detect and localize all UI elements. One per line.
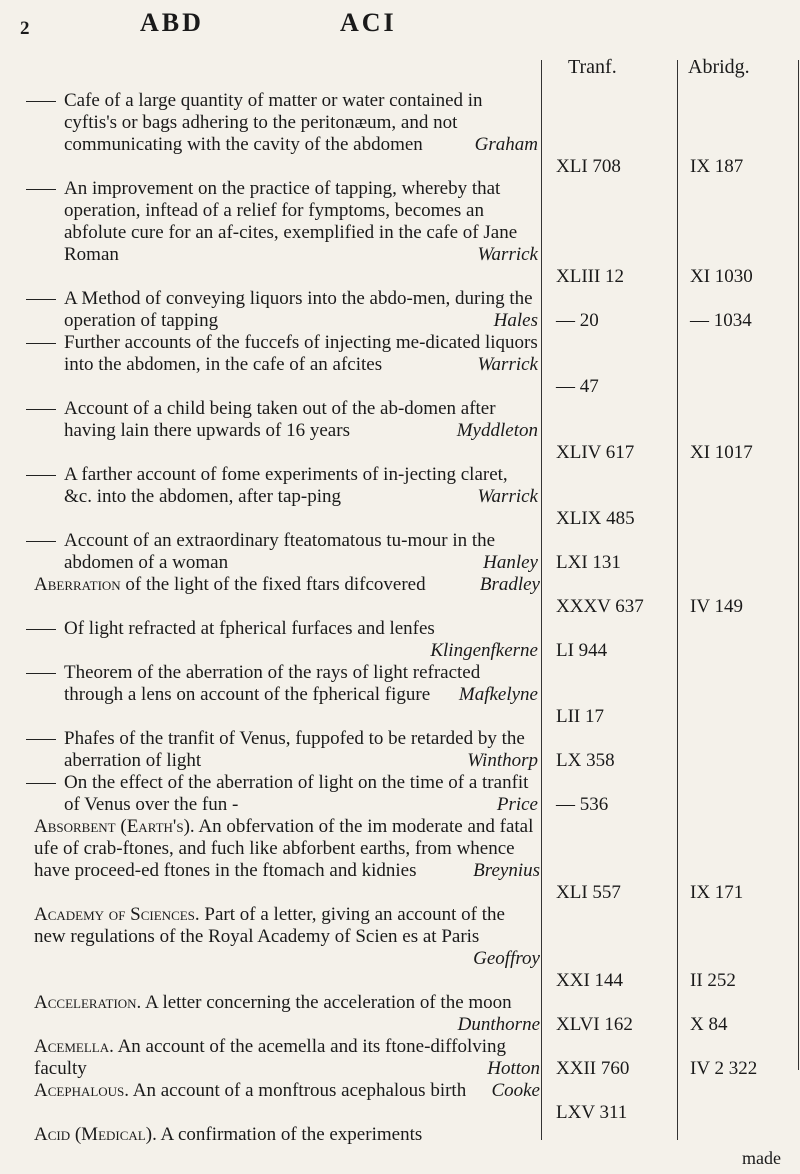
entry-headword: Acemella. [34, 1036, 114, 1057]
tranf-ref: XLIX 485 [556, 508, 635, 529]
entry-author: Myddleton [456, 420, 538, 441]
entry-text: Of light refracted at fpherical furfaces and lenfes [64, 618, 435, 639]
entry-text: A farther account of fome experiments of in-jecting claret, &c. into the abdomen, after tap-ping [64, 464, 508, 507]
tranf-ref: XXXV 637 [556, 596, 644, 617]
index-entry [64, 772, 538, 816]
index-entry [34, 904, 540, 970]
entry-author: Price [496, 794, 538, 815]
entry-author: Geoffroy [473, 948, 540, 969]
entry-dash [26, 409, 56, 410]
entry-dash [26, 629, 56, 630]
entry-author: Warrick [477, 354, 538, 375]
entry-text: Further accounts of the fuccefs of injecting me-dicated liquors into the abdomen, in the cafe of an afcites [64, 332, 538, 375]
abridg-ref: X 84 [690, 1014, 728, 1035]
abridg-ref: IX 171 [690, 882, 744, 903]
entry-text: An obfervation of the im moderate and fatal ufe of crab-ftones, and fuch like abforbent earths, from whence have proceed-ed ftones in the ftomach and kidnies [34, 816, 534, 881]
entry-text: An account of the acemella and its ftone-diffolving faculty [34, 1036, 507, 1079]
entry-author: Graham [474, 134, 538, 155]
abridg-ref: IX 187 [690, 156, 744, 177]
entry-headword: Acceleration. [34, 992, 142, 1013]
running-headword-right: ACI [340, 8, 397, 37]
index-entry [34, 574, 540, 596]
index-entry [64, 662, 538, 706]
index-entry [64, 728, 538, 772]
tranf-ref: XLI 557 [556, 882, 621, 903]
index-entry [64, 464, 538, 508]
entry-headword: Acephalous. [34, 1080, 130, 1101]
tranf-ref: LX 358 [556, 750, 615, 771]
entry-text: On the effect of the aberration of light on the time of a tranfit of Venus over the fun - [64, 772, 529, 815]
entry-text: of the light of the fixed ftars difcovered [125, 574, 426, 595]
catchword: made [742, 1148, 781, 1168]
entry-text: Part of a letter, giving an account of the new regulations of the Royal Academy of Scien es at Paris [34, 904, 505, 947]
entry-dash [26, 299, 56, 300]
entry-text: A letter concerning the acceleration of the moon [145, 992, 512, 1013]
abridg-ref: — 1034 [690, 310, 752, 331]
entry-text: Theorem of the aberration of the rays of light refracted through a lens on account of the fpherical figure [64, 662, 481, 705]
entry-text: A confirmation of the experiments [160, 1124, 423, 1145]
entry-text: Account of an extraordinary fteatomatous tu-mour in the abdomen of a woman [64, 530, 496, 573]
abridg-ref: IV 149 [690, 596, 743, 617]
abridg-ref: II 252 [690, 970, 736, 991]
entry-author: Mafkelyne [458, 684, 538, 705]
index-entry [34, 1080, 540, 1102]
entry-text: Account of a child being taken out of the ab-domen after having lain there upwards of 16 years [64, 398, 496, 441]
tranf-ref: LXI 131 [556, 552, 621, 573]
entry-author: Winthorp [467, 750, 538, 771]
running-headword-left: ABD [140, 8, 204, 37]
abridg-ref: IV 2 322 [690, 1058, 758, 1079]
tranf-ref: LXV 311 [556, 1102, 628, 1123]
tranf-ref: LI 944 [556, 640, 608, 661]
entry-dash [26, 673, 56, 674]
entry-author: Breynius [473, 860, 540, 881]
index-entry [34, 1036, 540, 1080]
entry-headword: Absorbent (Earth's). [34, 816, 195, 837]
entry-dash [26, 189, 56, 190]
tranf-ref: XLIV 617 [556, 442, 635, 463]
entry-dash [26, 475, 56, 476]
entry-author: Warrick [477, 486, 538, 507]
entry-headword: Acid (Medical). [34, 1124, 157, 1145]
abridg-ref: XI 1030 [690, 266, 753, 287]
abridg-ref: XI 1017 [690, 442, 753, 463]
index-entry [64, 90, 538, 156]
entry-dash [26, 739, 56, 740]
entry-author: Hotton [487, 1058, 540, 1079]
entry-text: An improvement on the practice of tapping, whereby that operation, inftead of a relief for fymptoms, becomes an abfolute cure for an af-cites, exemplified in the cafe of Jane Roman [64, 178, 518, 265]
index-entry [64, 618, 538, 662]
tranf-ref: — 20 [556, 310, 599, 331]
index-entry [64, 398, 538, 442]
entry-dash [26, 101, 56, 102]
tranf-ref: LII 17 [556, 706, 605, 727]
entry-headword: Academy of Sciences. [34, 904, 200, 925]
entry-text: Phafes of the tranfit of Venus, fuppofed to be retarded by the aberration of light [64, 728, 525, 771]
index-entry [34, 816, 540, 882]
column-header-abridg: Abridg. [688, 56, 750, 78]
entry-author: Hanley [483, 552, 538, 573]
index-entry [64, 530, 538, 574]
entry-author: Dunthorne [457, 1014, 540, 1035]
entry-author: Bradley [479, 574, 540, 595]
entry-text: An account of a monftrous acephalous birth [132, 1080, 467, 1101]
index-entry [64, 332, 538, 376]
tranf-ref: — 47 [556, 376, 599, 397]
tranf-ref: — 536 [556, 794, 609, 815]
tranf-ref: XXII 760 [556, 1058, 630, 1079]
column-header-tranf: Tranf. [568, 56, 617, 78]
entry-author: Klingenfkerne [430, 640, 538, 661]
index-entry [64, 288, 538, 332]
entry-dash [26, 541, 56, 542]
index-entry [34, 1124, 540, 1146]
tranf-ref: XLIII 12 [556, 266, 625, 287]
entry-dash [26, 783, 56, 784]
entry-text: Cafe of a large quantity of matter or water contained in cyftis's or bags adhering to the peritonæum, and not communicating with the cavity of the abdomen [64, 90, 483, 155]
entry-headword: Aberration [34, 574, 121, 595]
tranf-ref: XLVI 162 [556, 1014, 633, 1035]
index-entry [34, 992, 540, 1036]
page-number: 2 [20, 18, 30, 39]
tranf-ref: XXI 144 [556, 970, 624, 991]
entry-author: Hales [493, 310, 538, 331]
entry-text: A Method of conveying liquors into the abdo-men, during the operation of tapping [64, 288, 533, 331]
entry-author: Cooke [491, 1080, 540, 1101]
entry-dash [26, 343, 56, 344]
index-entry [64, 178, 538, 266]
entry-author: Warrick [477, 244, 538, 265]
tranf-ref: XLI 708 [556, 156, 621, 177]
